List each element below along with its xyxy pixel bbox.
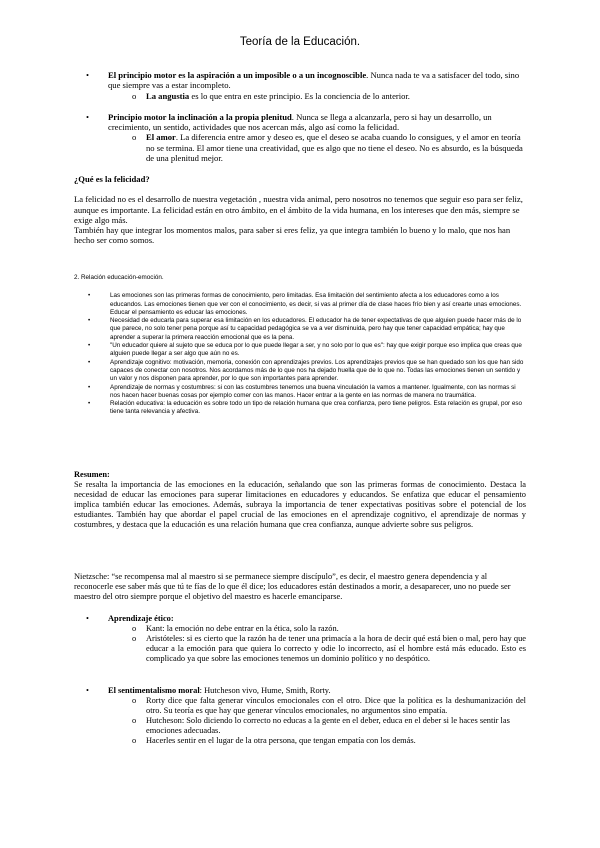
list-item [88,342,526,359]
felicidad-paragraph: La felicidad no es el desarrollo de nuestra vegetación , nuestra vida animal, pero nosotros no tenemos que seguir eso para ser feliz, aunque es importante. La felicidad están en otro ámbito, en el ámbito de la vida humana, en los intereses que den más, siempre se exige algo más. [74,194,523,225]
sub-item [132,736,526,746]
heading-rest: : Hutcheson vivo, Hume, Smith, Rorty. [199,686,331,695]
list-item [88,400,526,417]
principle-text: . Nunca nada te va a satisfacer del todo, sino que siempre vas a estar incompleto. [108,70,520,91]
list-item [86,686,526,696]
item-text: Necesidad de educarla para superar esa limitación en los educadores. El educador ha de tener expectativas de que alguien puede hacer más de lo que parece, no solo tener pena porque así tu capacidad pedagógica se va a ver disminuida, pero hay que tener capacidad empática; hay que aprender a superar la primera reacción emocional que es la pena. [110,317,522,341]
bullet-marker: • [86,614,89,623]
bullet-marker: • [86,686,89,695]
list-item [88,383,526,401]
bullet-marker: • [86,111,90,122]
page-title: Teoría de la Educación. [239,36,361,48]
sub-marker: o [132,624,137,634]
bullet-marker: • [88,317,91,325]
sub-item [132,624,526,634]
sub-text: Rorty dice que falta generar vínculos emocionales con el otro. Dice que la política es la deshumanización del otro. Su teoría es que hay que generar vínculos emocionales, no argumentos sino empatía. [146,696,526,716]
sub-marker: o [132,634,137,644]
sub-text: Hacerles sentir en el lugar de la otra persona, que tengan empatía con los demás. [146,736,416,746]
sub-marker: o [132,132,137,143]
item-text: Relación educativa: la educación es sobre todo un tipo de relación humana que crea confianza, pero tiene peligros. Esta relación es grupal, por eso tiene tanta relevancia y afectiva. [110,400,523,416]
sub-item [132,634,526,664]
section-heading: El sentimentalismo moral [108,686,200,695]
sub-item [132,132,526,164]
principle-bold: El principio motor es la aspiración a un imposible o a un incognoscible [108,70,367,80]
principle-text: . Nunca se llega a alcanzarla, pero si hay un desarrollo, un crecimiento, un sentido, actividades que nos acercan más, algo así como la felicidad. [108,111,492,133]
sub-text: . La diferencia entre amor y deseo es, que el deseo se acaba cuando lo consigues, y el amor en teoría no se termina. El amor tiene una creatividad, que es algo que no tiene el deseo. No es absurdo, es la búsqueda de una plenitud mejor. [146,132,523,164]
section-heading: Aprendizaje ético: [108,614,174,623]
list-item [88,358,526,384]
felicidad-heading: ¿Qué es la felicidad? [74,174,150,184]
principles-list [86,70,526,164]
principle-bold: Principio motor la inclinación a la propia plenitud [108,111,292,122]
sub-marker: o [132,90,137,101]
resumen-section [74,470,526,531]
nietzsche-paragraph [74,572,526,602]
section-2 [74,274,526,417]
resumen-heading: Resumen: [74,470,110,479]
item-text: Las emociones son las primeras formas de conocimiento, pero limitadas. Esa limitación del sentimiento afecta a los educadores como a los educandos. Las emociones tienen que ver con el conocimiento, es decir, si vas al primer día de clase haces frío bien y así crearte unas emociones. Educar el pensamiento es educar las emociones. [110,292,522,316]
list-item [86,614,526,624]
sub-text: Hutcheson: Solo diciendo lo correcto no educas a la gente en el deber, educa en el deber si le haces sentir las emociones adecuadas. [146,716,510,736]
bullet-marker: • [88,358,91,366]
list-item [86,70,526,91]
bullet-marker: • [88,383,91,391]
sub-item [132,696,526,716]
list-item [88,292,526,317]
item-text: Aprendizaje cognitivo: motivación, memoria, conexión con aprendizajes previos. Los aprendizajes previos que se han quedado son los que han sido capaces de conectar con nosotros. Nos acordamos más de lo que nos ha dejado huella que de lo que no. Todas las emociones tienen un sentido y un valor y nos disponen para aprender, por lo que son importantes para aprender. [110,358,524,383]
sub-text: Aristóteles: si es cierto que la razón ha de tener una primacía a la hora de decir qué está bien o mal, pero hay que educar a la emoción para que quiera lo correcto y odie lo incorrecto, así el hombre está más educado. Esto es complicado ya que sobre las emociones tenemos un dominio político y no despótico. [146,634,526,664]
sub-text: es lo que entra en este principio. Es la conciencia de lo anterior. [189,90,410,101]
bullet-marker: • [88,292,91,300]
sub-item [132,90,526,101]
item-text: "Un educador quiere al sujeto que se educa por lo que puede llegar a ser, y no solo por lo que es": hay que exigir porque eso implica que creas que alguien puede llegar a ser algo que aún no es. [110,342,522,358]
aprendizaje-etico-section [86,614,526,664]
bullet-marker: • [86,70,90,80]
sub-marker: o [132,736,137,746]
sub-marker: o [132,716,137,726]
felicidad-paragraph: También hay que integrar los momentos malos, para saber si eres feliz, ya que integra también lo bueno y lo malo, que nos han hecho ser como somos. [74,225,511,246]
list-item [88,317,526,342]
section-2-list [88,292,526,416]
felicidad-section [74,174,526,246]
item-text: Aprendizaje de normas y costumbres: si con las costumbres tenemos una buena vinculación la vamos a mantener. Igualmente, con las normas si nos hacen hacer buenas cosas por ejemplo comer con las manos. Hacer entrar a la gente en las normas de manera no traumática. [110,383,516,399]
section-heading: 2. Relación educación-emoción. [74,274,164,281]
nietzsche-text: Nietzsche: “se recompensa mal al maestro si se permanece siempre discípulo”, es decir, el maestro genera dependencia y al reconocerle ese saber más que tú te fías de lo que él dice; los educadores están destinados a morir, a desaparecer, uno no puede ser maestro del otro siempre porque el objetivo del maestro es hacerle emanciparse. [74,572,511,602]
resumen-text: Se resalta la importancia de las emociones en la educación, señalando que son las primeras formas de conocimiento. Destaca la necesidad de educar las emociones para superar limitaciones en educadores y educandos. Se enfatiza que educar el pensamiento implica también educar las emociones. Además, subraya la importancia de tener expectativas positivas sobre el potencial de los estudiantes. También hay que abordar el papel crucial de las emociones en el aprendizaje cognitivo, el aprendizaje de normas y costumbres, y destaca que la educación es una relación humana que crea confianza, aunque advierte sobre sus peligros. [74,480,526,530]
bullet-marker: • [88,400,91,408]
sub-marker: o [132,696,137,706]
sub-bold: El amor [146,132,176,143]
list-item [86,111,526,133]
sub-item [132,716,526,736]
sub-text: Kant: la emoción no debe entrar en la ética, solo la razón. [146,624,339,634]
sentimentalismo-section [86,686,526,747]
bullet-marker: • [88,342,91,350]
sub-bold: La angustia [146,90,190,101]
